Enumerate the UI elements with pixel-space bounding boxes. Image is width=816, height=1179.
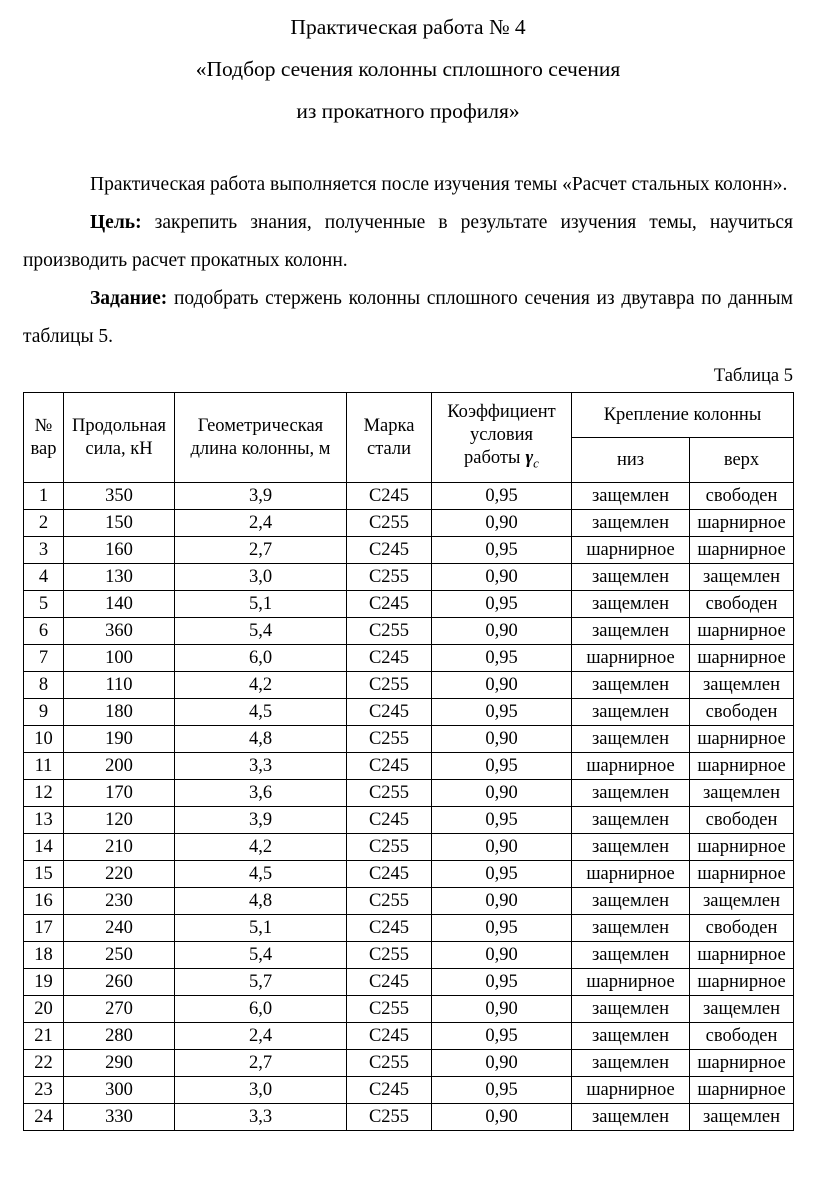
table-cell: 110 xyxy=(64,672,175,699)
document-title xyxy=(23,6,793,132)
table-cell: С245 xyxy=(347,591,432,618)
table-cell: 5,1 xyxy=(175,915,347,942)
table-cell: 4,8 xyxy=(175,726,347,753)
table-cell: шарнирное xyxy=(572,645,690,672)
table-cell: С255 xyxy=(347,996,432,1023)
table-row xyxy=(24,969,794,996)
table-cell: 3,9 xyxy=(175,483,347,510)
table-cell: 5,4 xyxy=(175,618,347,645)
header-coeff-line-1: Коэффициент xyxy=(447,401,556,422)
table-row xyxy=(24,942,794,969)
header-column-fixing-group: Крепление колонны xyxy=(572,393,794,438)
table-cell: защемлен xyxy=(572,807,690,834)
table-cell: С255 xyxy=(347,672,432,699)
table-cell: свободен xyxy=(690,699,794,726)
table-cell: 3,0 xyxy=(175,1077,347,1104)
table-cell: 5,1 xyxy=(175,591,347,618)
table-cell: 160 xyxy=(64,537,175,564)
table-cell: свободен xyxy=(690,807,794,834)
table-cell: защемлен xyxy=(572,1104,690,1131)
table-header xyxy=(24,393,794,483)
table-cell: 0,95 xyxy=(432,861,572,888)
table-cell: 270 xyxy=(64,996,175,1023)
table-cell: защемлен xyxy=(690,564,794,591)
header-steel-grade: Марка стали xyxy=(347,393,432,483)
table-cell: шарнирное xyxy=(690,1050,794,1077)
table-cell: защемлен xyxy=(572,780,690,807)
table-cell: 20 xyxy=(24,996,64,1023)
task-label: Задание: xyxy=(90,288,168,309)
table-cell: шарнирное xyxy=(690,942,794,969)
table-row xyxy=(24,753,794,780)
variants-table xyxy=(23,392,794,1131)
table-cell: С245 xyxy=(347,969,432,996)
table-cell: шарнирное xyxy=(572,969,690,996)
table-body xyxy=(24,483,794,1131)
table-row xyxy=(24,591,794,618)
table-cell: С255 xyxy=(347,618,432,645)
table-cell: 230 xyxy=(64,888,175,915)
table-cell: свободен xyxy=(690,1023,794,1050)
header-row-1 xyxy=(24,393,794,438)
table-cell: защемлен xyxy=(690,672,794,699)
table-cell: 6,0 xyxy=(175,996,347,1023)
paragraph-intro: Практическая работа выполняется после изучения темы «Расчет стальных колонн». xyxy=(90,174,788,195)
header-coeff-line-2: условия xyxy=(469,424,534,445)
table-cell: С255 xyxy=(347,942,432,969)
table-cell: шарнирное xyxy=(690,861,794,888)
table-cell: С245 xyxy=(347,861,432,888)
table-row xyxy=(24,915,794,942)
table-cell: 2,4 xyxy=(175,1023,347,1050)
table-cell: 2,4 xyxy=(175,510,347,537)
table-row xyxy=(24,888,794,915)
table-cell: 0,90 xyxy=(432,834,572,861)
table-cell: 260 xyxy=(64,969,175,996)
header-coeff-line-3 xyxy=(434,447,569,475)
table-cell: 18 xyxy=(24,942,64,969)
table-cell: 3,6 xyxy=(175,780,347,807)
paragraph-goal xyxy=(23,204,793,280)
task-text: подобрать стержень колонны сплошного сечения из двутавра по данным таблицы 5. xyxy=(23,288,793,347)
table-cell: С245 xyxy=(347,483,432,510)
table-cell: защемлен xyxy=(572,510,690,537)
table-cell: С245 xyxy=(347,1077,432,1104)
table-row xyxy=(24,1023,794,1050)
table-cell: 0,90 xyxy=(432,672,572,699)
table-cell: защемлен xyxy=(572,699,690,726)
table-cell: С245 xyxy=(347,915,432,942)
table-row xyxy=(24,510,794,537)
table-row xyxy=(24,537,794,564)
table-cell: 350 xyxy=(64,483,175,510)
table-cell: 6 xyxy=(24,618,64,645)
table-cell: шарнирное xyxy=(690,1077,794,1104)
header-geometric-length: Геометрическая длина колонны, м xyxy=(175,393,347,483)
table-cell: 10 xyxy=(24,726,64,753)
table-row xyxy=(24,483,794,510)
table-cell: С255 xyxy=(347,780,432,807)
table-row xyxy=(24,699,794,726)
header-fixing-top: верх xyxy=(690,438,794,483)
table-cell: 1 xyxy=(24,483,64,510)
table-cell: защемлен xyxy=(572,564,690,591)
table-cell: 4,5 xyxy=(175,861,347,888)
table-cell: С255 xyxy=(347,1050,432,1077)
header-variant-number: № вар xyxy=(24,393,64,483)
header-longitudinal-force: Продольная сила, кН xyxy=(64,393,175,483)
table-cell: защемлен xyxy=(690,996,794,1023)
table-cell: 0,90 xyxy=(432,1104,572,1131)
table-cell: 0,95 xyxy=(432,753,572,780)
header-coeff-word: работы xyxy=(464,447,521,468)
table-cell: шарнирное xyxy=(572,537,690,564)
table-cell: 23 xyxy=(24,1077,64,1104)
table-cell: 24 xyxy=(24,1104,64,1131)
table-cell: 0,95 xyxy=(432,483,572,510)
table-cell: 0,90 xyxy=(432,510,572,537)
table-cell: С255 xyxy=(347,564,432,591)
table-cell: свободен xyxy=(690,591,794,618)
table-cell: 14 xyxy=(24,834,64,861)
table-cell: 0,95 xyxy=(432,645,572,672)
table-cell: шарнирное xyxy=(690,969,794,996)
table-cell: шарнирное xyxy=(690,834,794,861)
table-cell: 4,8 xyxy=(175,888,347,915)
goal-text: закрепить знания, полученные в результате изучения темы, научиться производить расчет прокатных колонн. xyxy=(23,212,793,271)
table-cell: 11 xyxy=(24,753,64,780)
table-cell: защемлен xyxy=(572,672,690,699)
table-cell: свободен xyxy=(690,915,794,942)
table-cell: 0,90 xyxy=(432,888,572,915)
table-cell: С245 xyxy=(347,537,432,564)
table-cell: 17 xyxy=(24,915,64,942)
table-cell: 4 xyxy=(24,564,64,591)
table-cell: 9 xyxy=(24,699,64,726)
table-row xyxy=(24,1050,794,1077)
table-cell: 0,95 xyxy=(432,591,572,618)
table-cell: С255 xyxy=(347,726,432,753)
table-cell: 240 xyxy=(64,915,175,942)
goal-label: Цель: xyxy=(90,212,142,233)
table-cell: 0,95 xyxy=(432,699,572,726)
table-row xyxy=(24,996,794,1023)
table-cell: 0,95 xyxy=(432,807,572,834)
table-cell: 0,90 xyxy=(432,726,572,753)
table-cell: С245 xyxy=(347,699,432,726)
table-cell: шарнирное xyxy=(572,1077,690,1104)
table-cell: защемлен xyxy=(572,915,690,942)
table-cell: 150 xyxy=(64,510,175,537)
table-cell: шарнирное xyxy=(690,753,794,780)
table-cell: 140 xyxy=(64,591,175,618)
table-cell: защемлен xyxy=(572,726,690,753)
table-cell: 8 xyxy=(24,672,64,699)
table-cell: С255 xyxy=(347,834,432,861)
table-cell: 0,90 xyxy=(432,780,572,807)
table-cell: шарнирное xyxy=(572,753,690,780)
table-cell: защемлен xyxy=(572,942,690,969)
title-line-1: Практическая работа № 4 xyxy=(290,15,526,39)
table-cell: С245 xyxy=(347,753,432,780)
table-cell: 0,95 xyxy=(432,915,572,942)
table-cell: С255 xyxy=(347,888,432,915)
table-cell: 2 xyxy=(24,510,64,537)
table-cell: 19 xyxy=(24,969,64,996)
table-cell: 3 xyxy=(24,537,64,564)
table-cell: 3,3 xyxy=(175,1104,347,1131)
table-cell: 360 xyxy=(64,618,175,645)
table-cell: 4,2 xyxy=(175,834,347,861)
table-cell: 200 xyxy=(64,753,175,780)
table-row xyxy=(24,1104,794,1131)
table-cell: 0,90 xyxy=(432,564,572,591)
header-fixing-bottom: низ xyxy=(572,438,690,483)
title-line-3: из прокатного профиля» xyxy=(296,99,520,123)
table-cell: 280 xyxy=(64,1023,175,1050)
table-cell: 0,90 xyxy=(432,618,572,645)
table-cell: 250 xyxy=(64,942,175,969)
table-cell: 0,95 xyxy=(432,969,572,996)
table-cell: 3,0 xyxy=(175,564,347,591)
table-cell: 22 xyxy=(24,1050,64,1077)
table-cell: 4,2 xyxy=(175,672,347,699)
table-cell: 0,95 xyxy=(432,1023,572,1050)
table-cell: 220 xyxy=(64,861,175,888)
table-caption: Таблица 5 xyxy=(713,366,793,386)
table-row xyxy=(24,1077,794,1104)
table-cell: 2,7 xyxy=(175,537,347,564)
gamma-subscript: c xyxy=(533,455,539,471)
table-cell: защемлен xyxy=(572,996,690,1023)
table-cell: защемлен xyxy=(690,888,794,915)
table-cell: защемлен xyxy=(572,591,690,618)
table-cell: 210 xyxy=(64,834,175,861)
table-cell: шарнирное xyxy=(690,645,794,672)
table-cell: 5,4 xyxy=(175,942,347,969)
table-row xyxy=(24,834,794,861)
table-cell: 190 xyxy=(64,726,175,753)
table-cell: защемлен xyxy=(690,1104,794,1131)
table-cell: шарнирное xyxy=(572,861,690,888)
table-cell: 0,95 xyxy=(432,537,572,564)
table-cell: 300 xyxy=(64,1077,175,1104)
table-row xyxy=(24,861,794,888)
table-cell: защемлен xyxy=(572,618,690,645)
table-cell: 120 xyxy=(64,807,175,834)
paragraph-task xyxy=(23,280,793,356)
table-cell: С245 xyxy=(347,1023,432,1050)
table-cell: шарнирное xyxy=(690,510,794,537)
table-cell: свободен xyxy=(690,483,794,510)
table-cell: 2,7 xyxy=(175,1050,347,1077)
table-cell: 290 xyxy=(64,1050,175,1077)
table-cell: С245 xyxy=(347,645,432,672)
table-cell: 0,90 xyxy=(432,942,572,969)
table-cell: 0,90 xyxy=(432,1050,572,1077)
table-row xyxy=(24,672,794,699)
title-line-2: «Подбор сечения колонны сплошного сечения xyxy=(195,57,621,81)
table-cell: 4,5 xyxy=(175,699,347,726)
table-row xyxy=(24,618,794,645)
table-cell: 6,0 xyxy=(175,645,347,672)
body-text xyxy=(23,166,793,356)
table-cell: защемлен xyxy=(572,1023,690,1050)
table-cell: 5,7 xyxy=(175,969,347,996)
table-cell: 330 xyxy=(64,1104,175,1131)
table-cell: шарнирное xyxy=(690,726,794,753)
table-cell: С255 xyxy=(347,1104,432,1131)
table-cell: шарнирное xyxy=(690,537,794,564)
table-cell: 16 xyxy=(24,888,64,915)
table-cell: 0,95 xyxy=(432,1077,572,1104)
table-cell: 3,9 xyxy=(175,807,347,834)
table-cell: С245 xyxy=(347,807,432,834)
table-cell: 12 xyxy=(24,780,64,807)
header-work-condition-coefficient xyxy=(432,393,572,483)
table-cell: С255 xyxy=(347,510,432,537)
table-row xyxy=(24,564,794,591)
table-row xyxy=(24,726,794,753)
table-cell: 21 xyxy=(24,1023,64,1050)
table-cell: 0,90 xyxy=(432,996,572,1023)
table-cell: защемлен xyxy=(690,780,794,807)
table-row xyxy=(24,780,794,807)
table-cell: 170 xyxy=(64,780,175,807)
table-row xyxy=(24,645,794,672)
table-cell: шарнирное xyxy=(690,618,794,645)
table-cell: 15 xyxy=(24,861,64,888)
table-cell: 100 xyxy=(64,645,175,672)
table-cell: 3,3 xyxy=(175,753,347,780)
table-cell: 7 xyxy=(24,645,64,672)
table-cell: защемлен xyxy=(572,1050,690,1077)
table-cell: защемлен xyxy=(572,834,690,861)
gamma-symbol: γ xyxy=(525,447,534,468)
table-cell: 5 xyxy=(24,591,64,618)
table-cell: 13 xyxy=(24,807,64,834)
table-cell: защемлен xyxy=(572,888,690,915)
table-cell: защемлен xyxy=(572,483,690,510)
table-cell: 180 xyxy=(64,699,175,726)
table-row xyxy=(24,807,794,834)
table-cell: 130 xyxy=(64,564,175,591)
